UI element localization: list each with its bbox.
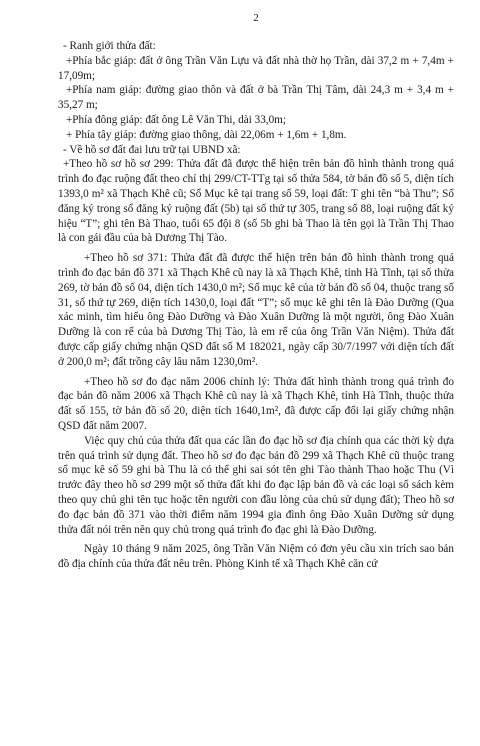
paragraph: +Theo hồ sơ 371: Thửa đất đã được thể hiện trên bản đồ hình thành trong quá trình đo đạc bản đồ 371 xã Thạch Khê cũ nay là xã Thạch Khê, tỉnh Hà Tĩnh, tại số thửa 269, tờ bản đồ số 04, diện tích 1430,0 m²; Sổ mục kê của tờ bản đồ số 04, thuộc trang số 31, số thứ tự 269, diện tích 1430,0, loại đất “T”; sổ mục kê ghi tên là Đào Dưỡng (Qua xác minh, tìm hiểu ông Đào Dưỡng và Đào Xuân Dưỡng là một người, ông Đào Xuân Dưỡng là con rể của bà Dương Thị Tào, là em rể của ông Trần Văn Niệm). Thửa đất được cấp giấy chứng nhận QSD đất số M 182021, ngày cấp 30/7/1997 với diện tích đất ở 200,0 m²; đất trồng cây lâu năm 1230,0m². bbox=[58, 252, 454, 368]
paragraph: +Theo hồ sơ đo đạc năm 2006 chỉnh lý: Thửa đất hình thành trong quá trình đo đạc bản đồ năm 2006 xã Thạch Khê cũ nay là xã Thạch Khê, tỉnh Hà Tĩnh, thuộc thửa đất số 155, tờ bản đồ số 20, diện tích 1640,1m², đã được cấp đổi lại giấy chứng nhận QSD đất năm 2007. bbox=[58, 375, 454, 432]
paragraph: + Phía tây giáp: đường giao thông, dài 22,06m + 1,6m + 1,8m. bbox=[66, 128, 347, 141]
paragraph: +Theo hồ sơ hồ sơ 299: Thửa đất đã được thể hiện trên bản đồ hình thành trong quá trình đo đạc ruộng đất theo chỉ thị 299/CT-TTg tại số thửa 584, tờ bản đồ số 5, diện tích 1393,0 m² xã Thạch Khê cũ; Sổ Mục kê tại trang số 59, loại đất: T ghi tên “bà Thu”; Sổ đăng ký trong sổ đăng ký ruộng đất (5b) tại số thứ tự 305, trang số 88, loại ruộng đất ký hiệu “T”; ghi tên Bà Thao, tuổi 65 đội 8 (số 5b ghi bà Thao là tên gọi là Trần Thị Thao là con gái đầu của bà Dương Thị Tào. bbox=[58, 158, 454, 245]
paragraph: - Về hồ sơ đất đai lưu trữ tại UBND xã: bbox=[63, 143, 241, 156]
paragraph: Việc quy chủ của thửa đất qua các lần đo đạc hồ sơ địa chính qua các thời kỳ dựa trên quá trình sử dụng đất. Theo hồ sơ đo đạc bản đồ 299 xã Thạch Khê cũ thuộc trang sổ mục kê số 59 ghi bà Thu là có thể ghi sai sót tên ghi Tào thành Thao hoặc Thu (Vì trước đây theo hồ sơ 299 một số thửa đất khi đo đạc lập bản đồ và các loại sổ sách kèm theo quy chủ ghi tên tục hoặc tên người con đầu lòng của chủ sử dụng đất); Theo hồ sơ đo đạc bản đồ 371 vào thời điểm năm 1994 gia đình ông Đào Xuân Dưỡng sử dụng thửa đất nói trên nên quy chủ trong quá trình đo đạc ghi là Đào Dưỡng. bbox=[58, 434, 454, 536]
paragraph: Ngày 10 tháng 9 năm 2025, ông Trần Văn Niệm có đơn yêu cầu xin trích sao bản đồ địa chính của thửa đất nêu trên. Phòng Kinh tế xã Thạch Khê căn cứ bbox=[58, 543, 454, 571]
paragraph: - Ranh giới thửa đất: bbox=[63, 40, 156, 52]
paragraph: +Phía đông giáp: đất ông Lê Văn Thi, dài 33,0m; bbox=[66, 113, 286, 126]
document-body bbox=[58, 39, 454, 572]
page-number: 2 bbox=[253, 12, 259, 24]
paragraph: +Phía nam giáp: đường giao thôn và đất ở bà Trần Thị Tâm, dài 24,3 m + 3,4 m + 35,27 m; bbox=[58, 84, 454, 112]
paragraph: +Phía bắc giáp: đất ở ông Trần Văn Lựu và đất nhà thờ họ Trần, dài 37,2 m + 7,4m + 17,09m; bbox=[58, 54, 454, 82]
